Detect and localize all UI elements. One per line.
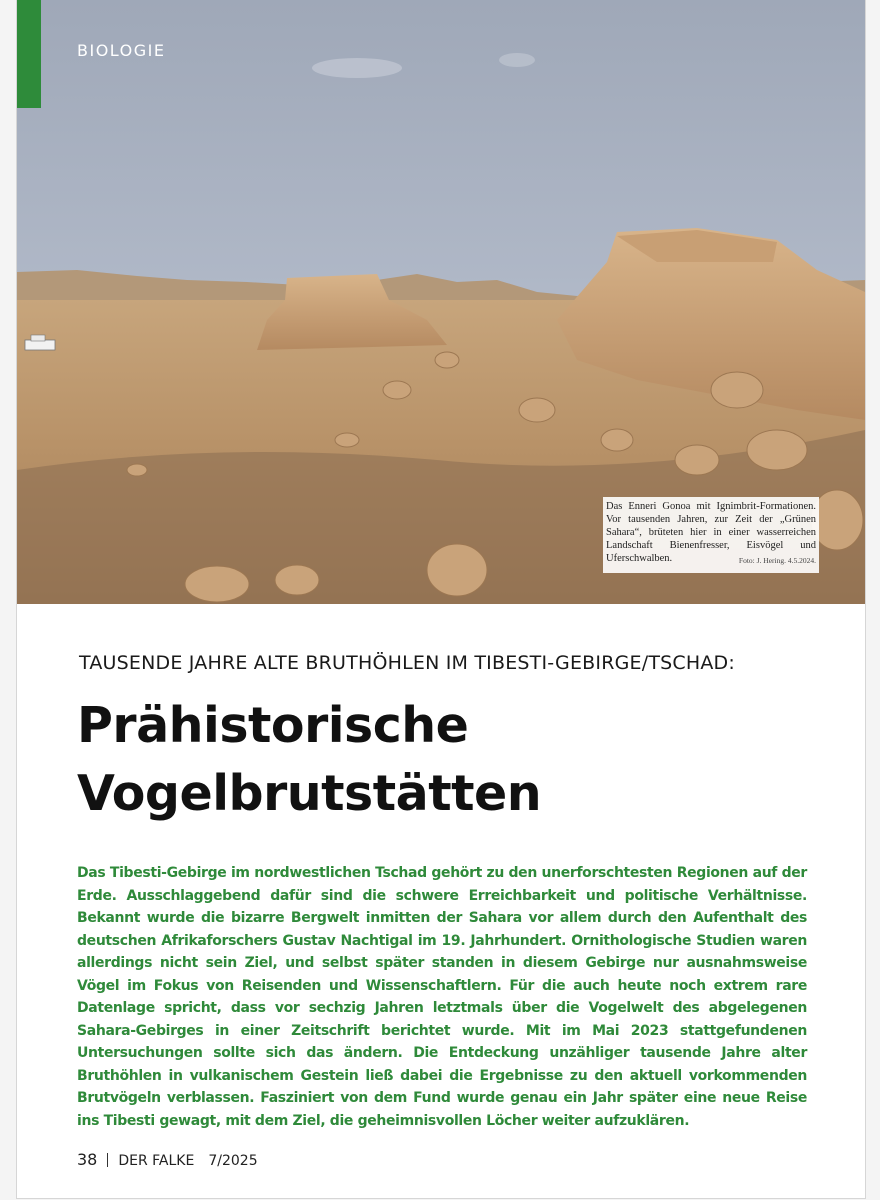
caption-text: Das Enneri Gonoa mit Ignimbrit-Formationen. Vor tausenden Jahren, zur Zeit der „Grünen Sahara“, brüteten hier in einer wasserreichen Landschaft Bienenfresser, Eisvögel und Uferschwalben. bbox=[606, 501, 816, 564]
article-intro: Das Tibesti-Gebirge im nordwestlichen Tschad gehört zu den unerforschtesten Regionen auf der Erde. Ausschlaggebend dafür sind die schwere Erreichbarkeit und politische Verhältnisse. Bekannt wurde die bizarre Bergwelt inmitten der Sahara vor allem durch den Aufenthalt des deutschen Afrikaforschers Gustav Nachtigal im 19. Jahrhundert. Ornithologische Studien waren allerdings nicht sein Ziel, und selbst später standen in diesem Gebirge nur ausnahmsweise Vögel im Fokus von Reisenden und Wissenschaftlern. Für die auch heute noch extrem rare Datenlage spricht, dass vor sechzig Jahren letztmals über die Vogelwelt des abgelegenen Sahara-Gebirges in einer Zeitschrift berichtet wurde. Mit im Mai 2023 stattgefundenen Untersuchungen sollte sich das ändern. Die Entdeckung unzähliger tausende Jahre alter Bruthöhlen in vulkanischem Gestein ließ dabei die Ergebnisse zu den aktuell vorkommenden Brutvögeln verblassen. Fasziniert von dem Fund wurde genau ein Jahr später eine neue Reise ins Tibesti gewagt, mit dem Ziel, die geheimnisvollen Löcher weiter aufzuklären. bbox=[77, 865, 807, 1129]
section-label: BIOLOGIE bbox=[77, 41, 166, 60]
page-footer bbox=[77, 1150, 258, 1169]
article-kicker: TAUSENDE JAHRE ALTE BRUTHÖHLEN IM TIBESTI-GEBIRGE/TSCHAD: bbox=[79, 652, 735, 674]
headline-line-2: Vogelbrutstätten bbox=[77, 765, 542, 822]
photo-credit: Foto: J. Hering. 4.5.2024. bbox=[738, 556, 816, 565]
issue-number: 7/2025 bbox=[208, 1153, 258, 1169]
headline-line-1: Prähistorische bbox=[77, 697, 469, 754]
magazine-name: DER FALKE bbox=[118, 1153, 195, 1169]
page-number: 38 bbox=[77, 1150, 98, 1169]
article-headline bbox=[77, 692, 837, 828]
footer-separator bbox=[107, 1153, 108, 1167]
magazine-page bbox=[16, 0, 866, 1199]
photo-caption bbox=[603, 497, 819, 573]
section-accent-bar bbox=[17, 0, 41, 108]
